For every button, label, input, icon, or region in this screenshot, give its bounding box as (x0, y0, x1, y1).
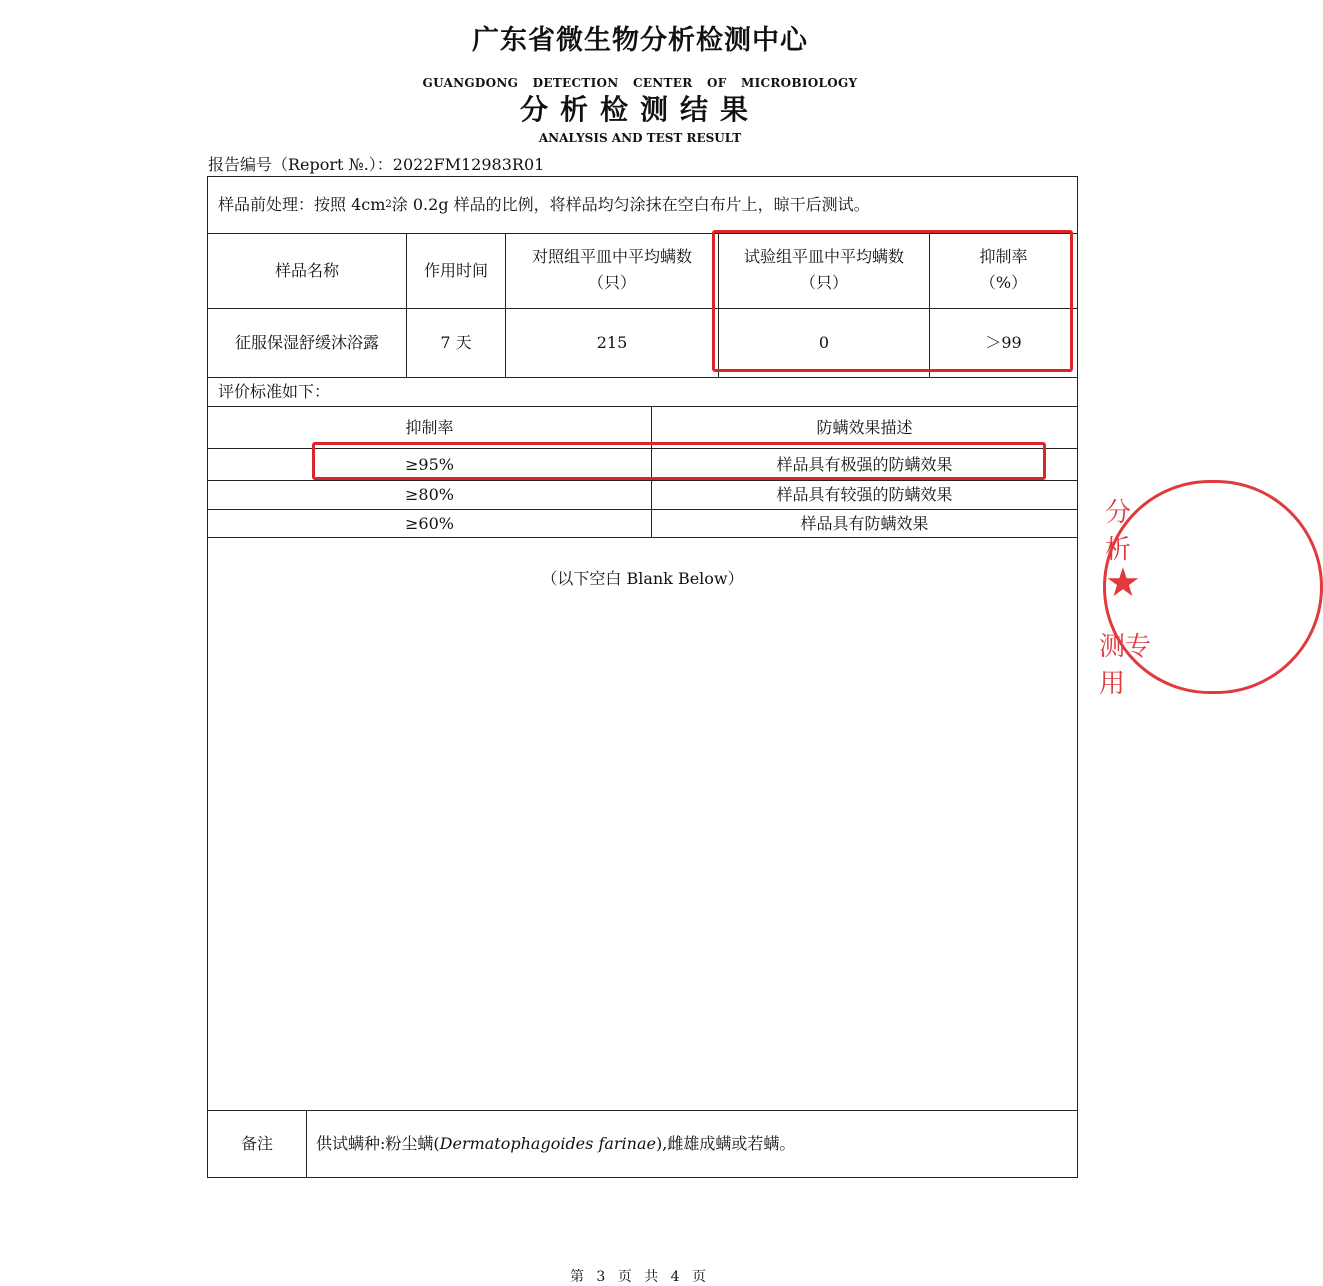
seal-text-top: 分析 (1105, 498, 1132, 565)
criteria-row-rate: ≥95% (405, 454, 454, 474)
header-test-mites-line1: 试验组平皿中平均螨数 (743, 247, 904, 266)
pretreatment-suffix: 涂 0.2g 样品的比例，将样品均匀涂抹在空白布片上，晾干后测试。 (391, 194, 870, 214)
header-control-mites-unit: （只） (587, 273, 636, 292)
header-sample-name (208, 234, 406, 308)
document-title-en: ANALYSIS AND TEST RESULT (538, 131, 742, 145)
blank-below-note: （以下空白 Blank Below） (541, 569, 744, 588)
header-inhibition-rate-unit: （%） (979, 273, 1028, 292)
remarks-prefix: 供试螨种:粉尘螨( (316, 1134, 440, 1153)
result-action-time: 7 天 (440, 333, 472, 352)
document-title-cn: 分析检测结果 (519, 93, 760, 126)
header-test-mites-unit: （只） (799, 273, 848, 292)
result-inhibition-rate: ＞99 (985, 333, 1022, 352)
criteria-title: 评价标准如下： (218, 382, 331, 401)
page-number: 第 3 页 共 4 页 (569, 1269, 711, 1285)
result-sample-name: 征服保湿舒缓沐浴露 (234, 333, 379, 352)
pretreatment-prefix: 样品前处理：按照 4cm (218, 194, 386, 214)
organization-name-en: GUANGDONG DETECTION CENTER OF MICROBIOLOGY (422, 76, 858, 90)
header-action-time (407, 234, 505, 308)
official-seal (1099, 480, 1152, 699)
header-inhibition-rate-line1: 抑制率 (979, 247, 1028, 266)
criteria-row-description: 样品具有极强的防螨效果 (776, 454, 953, 474)
seal-star-icon: ★ (1105, 560, 1141, 606)
header-action-time-text: 作用时间 (423, 261, 488, 280)
organization-name-cn: 广东省微生物分析检测中心 (472, 25, 808, 56)
remarks-text (316, 1111, 1066, 1177)
report-number-label: 报告编号（Report №.）： (208, 155, 393, 174)
report-number-line (208, 152, 544, 175)
criteria-row-rate: ≥80% (405, 485, 454, 504)
criteria-row-description: 样品具有防螨效果 (800, 513, 929, 533)
remarks-species: Dermatophagoides farinae (439, 1134, 656, 1153)
remarks-suffix: ),雌雄成螨或若螨。 (655, 1134, 796, 1153)
remarks-label: 备注 (240, 1134, 273, 1153)
criteria-header-description: 防螨效果描述 (816, 417, 913, 437)
criteria-row-description: 样品具有较强的防螨效果 (776, 485, 953, 504)
report-number-value: 2022FM12983R01 (392, 155, 545, 174)
highlight-box-results (712, 230, 1073, 372)
pretreatment-text: 样品前处理：按照 4cm 2 涂 0.2g 样品的比例，将样品均匀涂抹在空白布片上，晾干后测试。 (218, 176, 1068, 233)
result-test-mites: 0 (818, 333, 830, 352)
criteria-row-rate: ≥60% (405, 513, 454, 533)
criteria-header-rate: 抑制率 (405, 417, 454, 437)
header-control-mites (506, 240, 718, 300)
result-control-mites: 215 (596, 333, 628, 352)
highlight-box-criteria (312, 442, 1046, 480)
seal-text-bottom: 测专用 (1099, 632, 1152, 699)
header-sample-name-text: 样品名称 (274, 261, 339, 280)
header-control-mites-line1: 对照组平皿中平均螨数 (531, 247, 692, 266)
